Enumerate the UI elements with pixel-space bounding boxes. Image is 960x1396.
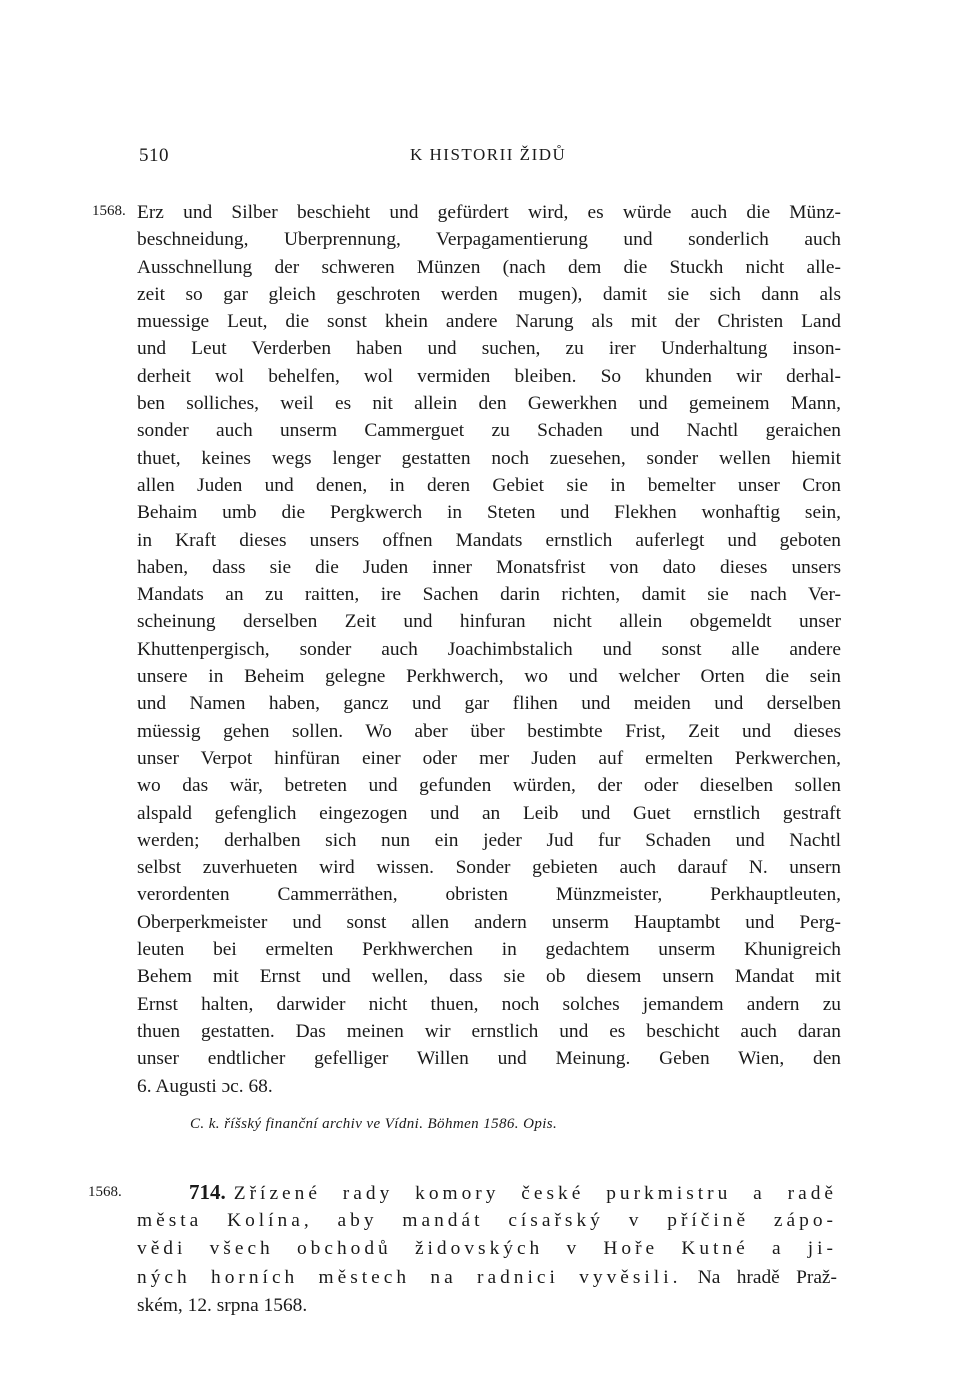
text-line: unser endtlicher gefelliger Willen und Meinung. Geben Wien, den	[137, 1048, 841, 1070]
regest-text: Na hradě Praž-	[697, 1266, 837, 1288]
regest-text: Zřízené rady komory české purkmistru a radě	[233, 1183, 837, 1204]
text-line: und Leut Verderben haben und suchen, zu irer Underhaltung inson-	[137, 338, 841, 360]
text-line: haben, dass sie die Juden inner Monatsfrist von dato dieses unsers	[137, 556, 841, 578]
text-line: derheit wol behelfen, wol vermiden bleiben. So khunden wir derhal-	[137, 365, 841, 387]
text-line: müessig gehen sollen. Wo aber über bestimbte Frist, Zeit und dieses	[137, 720, 841, 742]
body-text	[137, 199, 841, 1100]
regest-line: ském, 12. srpna 1568.	[137, 1295, 308, 1316]
regest-text: ných horních městech na radnici vyvěsili.	[137, 1266, 682, 1288]
text-line: ben solliches, weil es nit allein den Gewerkhen und gemeinem Mann,	[137, 393, 841, 415]
text-line: unser Verpot hinfüran einer oder mer Juden auf ermelten Perkwerchen,	[137, 747, 841, 769]
text-line: Ernst halten, darwider nicht thuen, noch solches jemandem andern zu	[137, 993, 841, 1015]
regest-line	[137, 1178, 837, 1207]
text-line: Erz und Silber beschieht und gefürdert wird, es würde auch die Münz-	[137, 202, 841, 223]
page-number: 510	[139, 145, 169, 166]
text-line: werden; derhalben sich nun ein jeder Jud fur Schaden und Nachtl	[137, 829, 841, 851]
text-line: zeit so gar gleich geschroten werden mugen), damit sie sich dann als	[137, 283, 841, 305]
text-line: unsere in Beheim gelegne Perkhwerch, wo und welcher Orten die sein	[137, 666, 841, 688]
text-line: Mandats an zu raitten, ire Sachen darin richten, damit sie nach Ver-	[137, 584, 841, 606]
text-line: muessige Leut, die sonst khein andere Narung als mit der Christen Land	[137, 311, 841, 333]
text-line: Khuttenpergisch, sonder auch Joachimbstalich und sonst alle andere	[137, 638, 841, 660]
text-line: Behem mit Ernst und wellen, dass sie ob diesem unsern Mandat mit	[137, 966, 841, 988]
text-line: in Kraft dieses unsers offnen Mandats ernstlich auferlegt und geboten	[137, 529, 841, 551]
source-citation: C. k. říšský finanční archiv ve Vídni. Böhmen 1586. Opis.	[190, 1116, 558, 1132]
margin-year-bottom: 1568.	[88, 1184, 122, 1200]
text-line: scheinung derselben Zeit und hinfuran nicht allein obgemeldt unser	[137, 611, 841, 633]
text-line: verordenten Cammerräthen, obristen Münzmeister, Perkhauptleuten,	[137, 884, 841, 906]
running-title: K HISTORII ŽIDŮ	[410, 145, 567, 164]
text-line: leuten bei ermelten Perkhwerchen in gedachtem unserm Khunigreich	[137, 939, 841, 961]
regest-line: města Kolína, aby mandát císařský v příčině zápo-	[137, 1209, 837, 1231]
text-line: allen Juden und denen, in deren Gebiet sie in bemelter unser Cron	[137, 474, 841, 496]
text-line: 6. Augusti ɔc. 68.	[137, 1075, 273, 1097]
document-number: 714.	[189, 1180, 226, 1204]
regest	[137, 1178, 837, 1321]
text-line: wo das wär, betreten und gefunden würden, der oder dieselben sollen	[137, 775, 841, 797]
regest-line	[137, 1264, 837, 1293]
text-line: thuen gestatten. Das meinen wir ernstlich und es beschicht auch daran	[137, 1020, 841, 1042]
text-line: Behaim umb die Pergkwerch in Steten und Flekhen wonhaftig sein,	[137, 502, 841, 524]
regest-line: vědi všech obchodů židovských v Hoře Kutné a ji-	[137, 1238, 837, 1259]
text-line: sonder auch unserm Cammerguet zu Schaden und Nachtl geraichen	[137, 420, 841, 442]
text-line: selbst zuverhueten wird wissen. Sonder gebieten auch darauf N. unsern	[137, 857, 841, 879]
text-line: und Namen haben, gancz und gar flihen und meiden und derselben	[137, 693, 841, 715]
text-line: thuet, keines wegs lenger gestatten noch zuesehen, sonder wellen hiemit	[137, 447, 841, 469]
text-line: Oberperkmeister und sonst allen andern unserm Hauptambt und Perg-	[137, 911, 841, 933]
text-line: beschneidung, Uberprennung, Verpagamentierung und sonderlich auch	[137, 229, 841, 251]
text-line: Ausschnellung der schweren Münzen (nach dem die Stuckh nicht alle-	[137, 256, 841, 278]
margin-year-top: 1568.	[92, 203, 126, 219]
text-line: alspald gefenglich eingezogen und an Leib und Guet ernstlich gestraft	[137, 802, 841, 824]
